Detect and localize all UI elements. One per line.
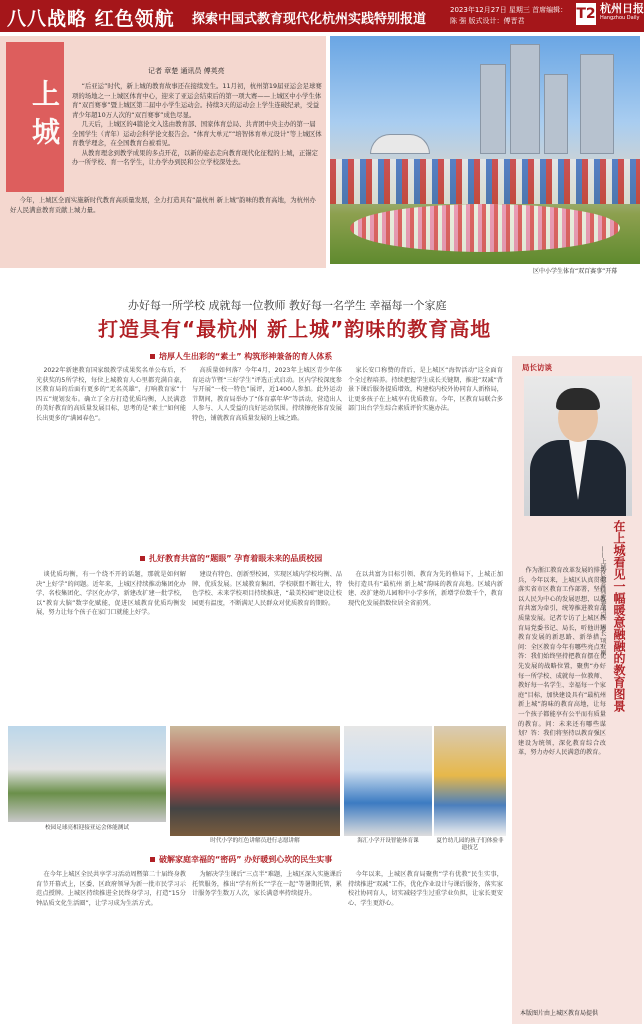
photo-credit: 本版图片由上城区教育局提供	[520, 1010, 599, 1017]
masthead-banner	[0, 0, 644, 32]
stadium-photo	[330, 36, 640, 264]
photo-sports-class	[344, 726, 432, 836]
byline: 记者 章楚 通讯员 傅英亮	[148, 67, 225, 75]
article-column: 高质量如何落？今年4月，2023年上城区青少年体育运动节暨“三好学生”评选正式启动。区内学校深度参与开展“一校一特色”展评，近1400人参加。此外运动节期间，教育局举办了“体育嘉年华”等活动，营造出人人参与、人人受益的良好运动氛围。持续擦亮体育发展特色，铺就教育高质量发展的上城之路。	[192, 367, 342, 422]
issue-meta: 2023年12月27日 星期三 首席编辑：陈 强 版式设计：傅晋君	[450, 6, 568, 25]
photo-football	[8, 726, 166, 822]
sidebar-title: 在上城看见一幅暖意融融的教育图景	[612, 520, 626, 712]
lede-text-bottom: 今年，上城区全面实施新时代教育高质量发展，全力打造具有“最杭州 新上城”韵味的教育高地，为杭州办好人民满意教育贡献上城力量。	[10, 196, 316, 214]
photo-caption: 海汇小学开设智能体育课	[357, 838, 419, 844]
article-column: 为解决学生课后“三点半”难题，上城区深入实施课后托管服务，推出“学有所长”“学在一起”等暑期托管，累计服务学生数万人次，家长满意率持续提升。	[192, 871, 342, 898]
photo-kindergarten	[434, 726, 506, 836]
director-portrait	[524, 376, 632, 516]
article-column: 在以共富为目标引领、教育为先的格局下，上城正加快打造具有“最杭州 新上城”韵味的教育高地。区域内新建、改扩建幼儿园和中小学多所，新增学位数千个，教育现代化发展指数位居全省前列。	[348, 571, 503, 607]
lede-text: “后亚运”时代，新上城的教育故事还在接续发生。11月初，杭州第19届亚运会足球赛项的场地之一上城区体育中心，迎来了亚运会结束后的第一项大赛——上城区中小学生体育“双百赛事”暨上城区第二届中小学生运动会。持续3天的运动会上学生连破纪录，受益青少年超10万人次的“双百赛事”成色尽显。 几天后，上城区的4篇论文入选由教育部、国家体育总局、共青团中央主办的第一届全国学生（青年）运动会科学论文报告会。“体育大单元”“培智体育单元设计”等上城区体育教学理念，在全国教育台被看见。 从教育理念到教学成果的多点开花，以新的姿态走向教育现代化征程的上城，正锚定办一所学校、育一名学生，让办学办到民和公立学校深处去。	[72, 82, 322, 166]
banner-title: 八八战略 红色领航	[7, 8, 175, 30]
main-headline: 打造具有“最杭州 新上城”韵味的教育高地	[98, 317, 492, 341]
article-column: 今年以来，上城区教育局聚焦“学有优教”民生实事，持续推进“双减”工作，优化作业设计与课后服务，落实家校社协同育人，切实减轻学生过重学业负担，让家长更安心、学生更舒心。	[348, 871, 503, 907]
photo-caption: 时代小学的红色讲解员进行志愿讲解	[210, 838, 300, 844]
hero-caption: 区中小学生体育“双百赛事”开幕	[533, 268, 618, 275]
headline-kicker: 办好每一所学校 成就每一位教师 教好每一名学生 幸福每一个家庭	[128, 299, 447, 312]
article-column: 谈优质均衡，有一个绕不开的话题，那就是如何解决“上好学”的问题。近年来，上城区持续推动集团化办学、名校集团化、学区化办学，新建改扩建一批学校，以“教育大脑”数字化赋能，促进区域教育优质均衡发展，努力让每个孩子在家门口就能上好学。	[36, 571, 186, 617]
article-column: 家长安口称赞的背后，是上城区“海智活动”这全面育个全过程培养。持续把握学生成长关键期，推进“双减”背景下课后服务提质增效，构建校内校外协同育人新格局，让更多孩子在上城享有优质教育。今年，区教育局联合多部门出台学生综合素质评价实施办法。	[348, 367, 503, 413]
article-column: 在今年上城区全民共享学习活动周暨第二十届终身教育节开幕式上，区委、区政府领导为新一批市民学习示范点授牌。上城区持续推进全民终身学习，打造“15分钟品质文化生活圈”，让学习成为生活方式。	[36, 871, 186, 907]
article-column: 建设有特色、创新型校园，实现区域内学校均衡、品牌、优质发展。区域教育集团、学校联盟不断壮大，特色学校、未来学校项目持续推进，“最美校园”建设让校园更有温度，不断满足人民群众对优质教育的期盼。	[192, 571, 342, 607]
photo-caption: 夏竹幼儿园的孩子们体验非遗技艺	[436, 838, 504, 851]
photo-red-guides	[170, 726, 340, 836]
page-number: T2	[576, 3, 596, 25]
photo-caption: 校园足球亮相迎接亚运会体能测试	[45, 825, 129, 831]
section-heading-3: 破解家庭幸福的“密码” 办好暖到心坎的民生实事	[150, 854, 332, 865]
newspaper-logo: 杭州日报 Hangzhou Daily	[600, 2, 644, 21]
section-heading-2: 扎好教育共富的“题眼” 孕育着眼未来的品质校园	[140, 553, 322, 564]
sidebar-header: 局长访谈	[522, 363, 552, 372]
sidebar-subtitle: ——上城区教育局党委书记、局长 项亚刚	[599, 546, 606, 656]
article-column: 2022年新建教育国家级教学成果奖名单公布后，不光获奖的5所学校，每位上城教育人心里都充满自豪，区教育局的后面有更多的“无名英雄”，打响教育家“十四五”规划发布。确立了全方打造优质均衡，人民满意的美好教育的高质量发展目标，思考的是“素土”如何能长出更多的“满园春色”。	[36, 367, 186, 422]
interview-text: 作为浙江教育改革发展的排头兵，今年以来，上城区认真贯彻落实省市区教育工作部署，坚持以人民为中心的发展思想，以教育共富为牵引，统筹推进教育高质量发展。记者专访了上城区教育局党委书记、局长，听他讲述教育发展的新思路、新举措。问：全区教育今年有哪些亮点？答：我们始终坚持把教育摆在优先发展的战略位置，聚焦“办好每一所学校、成就每一位教师、教好每一名学生、幸福每一个家庭”目标，加快建设具有“最杭州 新上城”韵味的教育高地，让每一个孩子都能享有公平而有质量的教育。问：未来还有哪些谋划？答：我们将坚持以教育强区建设为统领，深化教育综合改革，努力办好人民满意的教育。	[518, 567, 606, 757]
district-vertical-title: 上城	[6, 42, 64, 192]
banner-subtitle: 探索中国式教育现代化杭州实践特别报道	[192, 12, 427, 27]
section-heading-1: 培厚人生出彩的“素土” 构筑形神兼备的育人体系	[150, 351, 332, 362]
